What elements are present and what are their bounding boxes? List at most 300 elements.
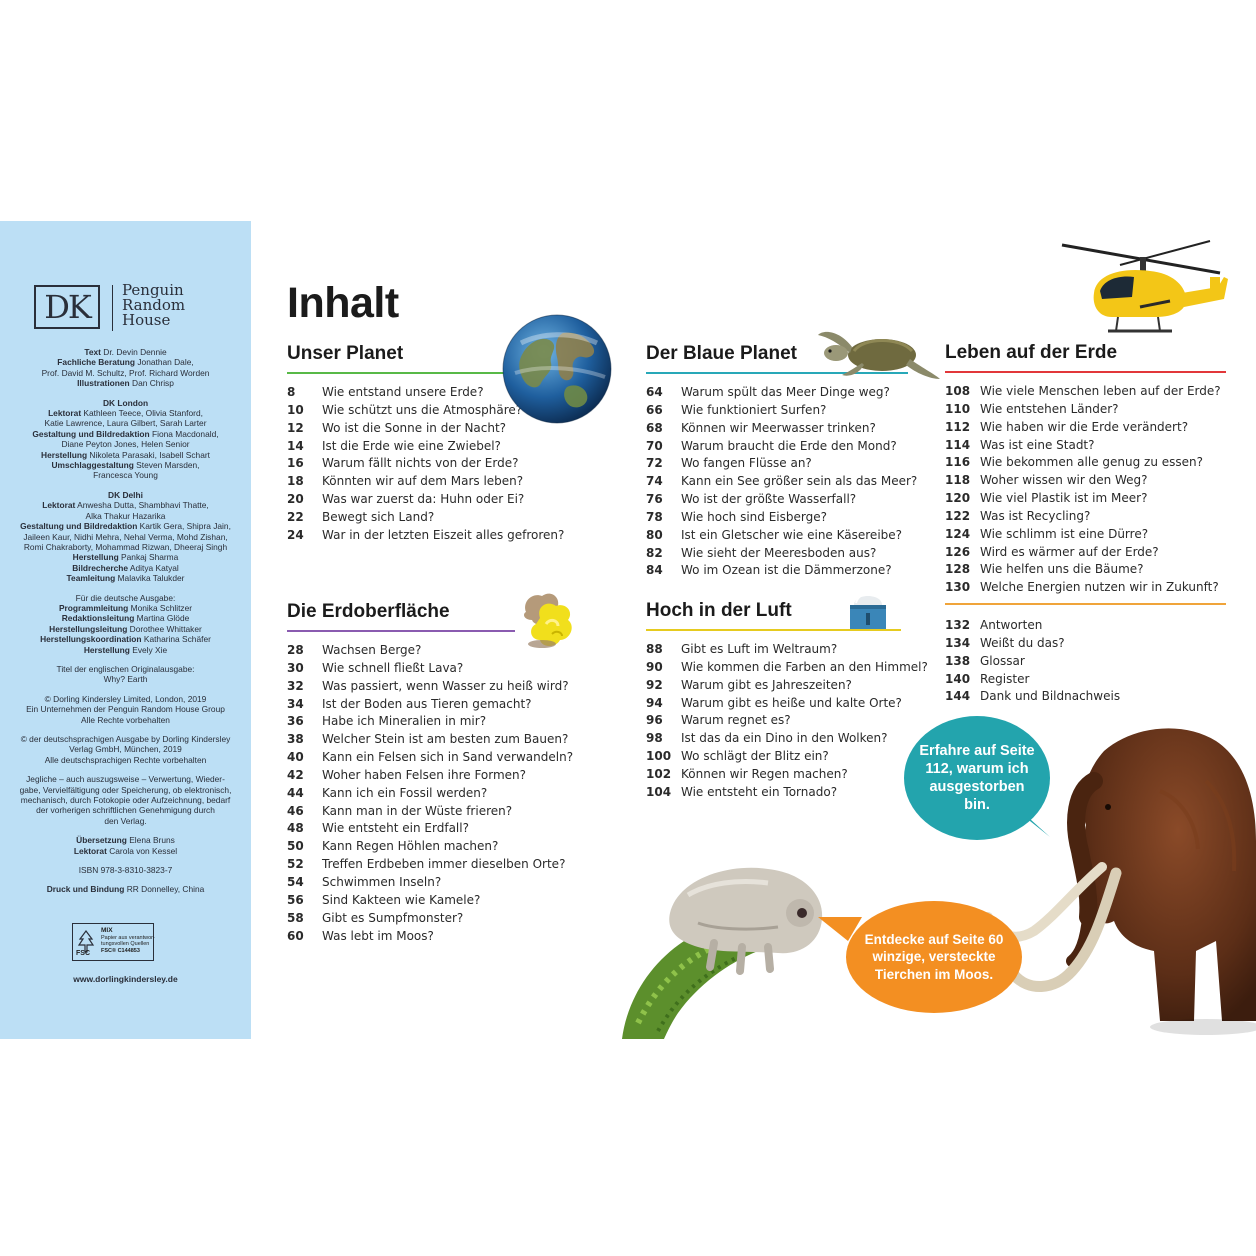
toc-page-number: 18 bbox=[287, 474, 304, 489]
toc-entry[interactable] bbox=[646, 696, 928, 714]
section-title: Hoch in der Luft bbox=[646, 600, 792, 621]
imprint-line bbox=[8, 734, 243, 744]
imprint-names: Why? Earth bbox=[103, 674, 148, 685]
toc-entry[interactable] bbox=[945, 527, 1221, 545]
toc-entry[interactable] bbox=[287, 821, 573, 839]
toc-entry[interactable] bbox=[646, 660, 928, 678]
toc-page-number: 104 bbox=[646, 784, 672, 799]
imprint-names: Pankaj Sharma bbox=[118, 552, 179, 563]
toc-question: Welcher Stein ist am besten zum Bauen? bbox=[322, 732, 569, 747]
toc-question: Ist die Erde wie eine Zwiebel? bbox=[322, 438, 501, 453]
toc-question: Gibt es Sumpfmonster? bbox=[322, 910, 464, 925]
fsc-line: FSC® C144853 bbox=[101, 947, 140, 954]
toc-entry[interactable] bbox=[646, 385, 917, 403]
imprint-line bbox=[8, 634, 243, 644]
imprint-names: Dorothee Whittaker bbox=[127, 623, 202, 634]
toc-list bbox=[646, 385, 917, 581]
imprint-line bbox=[8, 715, 243, 725]
imprint-names: Katharina Schäfer bbox=[141, 634, 211, 645]
imprint-names: den Verlag. bbox=[104, 815, 147, 826]
toc-page-number: 58 bbox=[287, 910, 304, 925]
toc-page-number: 84 bbox=[646, 563, 663, 578]
toc-entry[interactable] bbox=[646, 492, 917, 510]
imprint-line bbox=[8, 418, 243, 428]
imprint-line bbox=[8, 450, 243, 460]
toc-page-number: 112 bbox=[945, 419, 971, 434]
toc-question: Welche Energien nutzen wir in Zukunft? bbox=[980, 580, 1219, 595]
imprint-role: Bildrecherche bbox=[72, 562, 129, 573]
toc-page-number: 56 bbox=[287, 892, 304, 907]
imprint-line bbox=[8, 460, 243, 470]
toc-entry[interactable] bbox=[287, 679, 573, 697]
toc-entry[interactable] bbox=[287, 661, 573, 679]
toc-question: Kann man in der Wüste frieren? bbox=[322, 803, 513, 818]
imprint-line bbox=[8, 613, 243, 623]
section-underline bbox=[945, 371, 1226, 373]
imprint-role: Illustrationen bbox=[77, 378, 130, 389]
imprint-credits bbox=[8, 347, 243, 895]
section-title: Leben auf der Erde bbox=[945, 342, 1118, 363]
fsc-text bbox=[101, 928, 153, 954]
imprint-names: Jegliche – auch auszugsweise – Verwertung, Wieder- bbox=[26, 774, 225, 785]
toc-question: Wie kommen die Farben an den Himmel? bbox=[681, 659, 928, 674]
imprint-names: Nikoleta Parasaki, Isabell Schart bbox=[87, 449, 210, 460]
toc-question: Gibt es Luft im Weltraum? bbox=[681, 642, 838, 656]
toc-entry[interactable] bbox=[287, 786, 573, 804]
imprint-line bbox=[8, 408, 243, 418]
imprint-line bbox=[8, 532, 243, 542]
imprint-names: Ein Unternehmen der Penguin Random House Group bbox=[26, 704, 225, 715]
toc-question: Was ist eine Stadt? bbox=[980, 437, 1095, 452]
imprint-line bbox=[8, 521, 243, 531]
imprint-role: Lektorat bbox=[48, 408, 82, 419]
toc-question: Wie helfen uns die Bäume? bbox=[980, 562, 1144, 577]
imprint-role: Umschlaggestaltung bbox=[51, 460, 134, 471]
toc-question: Ist das da ein Dino in den Wolken? bbox=[681, 731, 888, 746]
toc-question: Was war zuerst da: Huhn oder Ei? bbox=[322, 492, 525, 507]
imprint-role: Lektorat bbox=[42, 500, 76, 511]
imprint-names: Malavika Talukder bbox=[115, 573, 185, 584]
toc-page-number: 108 bbox=[945, 384, 971, 398]
section-underline bbox=[287, 372, 505, 374]
imprint-names: Evely Xie bbox=[129, 644, 168, 655]
toc-page-number: 126 bbox=[945, 544, 971, 559]
toc-question: Antworten bbox=[980, 618, 1043, 632]
toc-page-number: 124 bbox=[945, 526, 971, 541]
toc-entry[interactable] bbox=[945, 509, 1221, 527]
toc-question: Wie funktioniert Surfen? bbox=[681, 402, 827, 417]
toc-question: Wie bekommen alle genug zu essen? bbox=[980, 455, 1204, 470]
toc-page-number: 128 bbox=[945, 562, 971, 577]
imprint-names: © der deutschsprachigen Ausgabe by Dorling Kindersley bbox=[20, 734, 231, 744]
imprint-gap bbox=[8, 875, 243, 884]
toc-question: Was ist Recycling? bbox=[980, 508, 1091, 523]
imprint-names: Katie Lawrence, Laura Gilbert, Sarah Larter bbox=[44, 418, 207, 429]
toc-entry[interactable] bbox=[287, 750, 573, 768]
toc-page-number: 14 bbox=[287, 438, 304, 453]
toc-entry[interactable] bbox=[646, 785, 928, 803]
toc-question: Ist der Boden aus Tieren gemacht? bbox=[322, 696, 532, 711]
toc-entry[interactable] bbox=[945, 654, 1120, 672]
imprint-line bbox=[8, 490, 243, 500]
toc-page-number: 94 bbox=[646, 695, 663, 710]
tardigrade-speech-bubble bbox=[846, 901, 1022, 1013]
toc-page-number: 66 bbox=[646, 402, 663, 417]
imprint-line bbox=[8, 378, 243, 388]
publisher-line: Random bbox=[122, 296, 186, 314]
imprint-line bbox=[8, 785, 243, 795]
toc-page-number: 48 bbox=[287, 821, 304, 836]
imprint-line bbox=[8, 694, 243, 704]
toc-question: Wie hoch sind Eisberge? bbox=[681, 509, 827, 524]
toc-entry[interactable] bbox=[646, 546, 917, 564]
toc-entry[interactable] bbox=[945, 473, 1221, 491]
toc-entry[interactable] bbox=[945, 384, 1221, 402]
imprint-names: Carola von Kessel bbox=[106, 845, 178, 856]
imprint-line bbox=[8, 645, 243, 655]
toc-question: Warum gibt es heiße und kalte Orte? bbox=[681, 695, 902, 710]
toc-question: Habe ich Mineralien in mir? bbox=[322, 714, 487, 729]
website-link[interactable]: www.dorlingkindersley.de bbox=[73, 974, 178, 984]
helicopter-icon bbox=[1060, 237, 1230, 343]
toc-question: Wie entsteht ein Tornado? bbox=[681, 784, 838, 799]
imprint-role: DK London bbox=[102, 397, 149, 408]
imprint-gap bbox=[8, 655, 243, 664]
toc-entry[interactable] bbox=[945, 672, 1120, 690]
toc-page-number: 144 bbox=[945, 689, 971, 704]
imprint-gap bbox=[8, 856, 243, 865]
section-title: Unser Planet bbox=[287, 343, 404, 364]
toc-question: Kann ich ein Fossil werden? bbox=[322, 785, 488, 800]
toc-question: Wie schnell fließt Lava? bbox=[322, 660, 464, 675]
section-underline bbox=[945, 603, 1226, 605]
toc-entry[interactable] bbox=[646, 678, 928, 696]
toc-entry[interactable] bbox=[646, 528, 917, 546]
imprint-names: Kartik Gera, Shipra Jain, bbox=[137, 521, 231, 532]
toc-entry[interactable] bbox=[646, 731, 928, 749]
toc-entry[interactable] bbox=[287, 929, 573, 947]
publisher-logo bbox=[34, 283, 224, 333]
toc-page-number: 114 bbox=[945, 437, 971, 452]
toc-page-number: 130 bbox=[945, 580, 971, 595]
toc-page-number: 36 bbox=[287, 714, 304, 729]
toc-entry[interactable] bbox=[646, 403, 917, 421]
toc-entry[interactable] bbox=[945, 580, 1221, 598]
weather-station-icon bbox=[846, 587, 890, 631]
imprint-gap bbox=[8, 765, 243, 774]
imprint-role: Redaktionsleitung bbox=[61, 613, 135, 624]
imprint-line bbox=[8, 368, 243, 378]
toc-entry[interactable] bbox=[646, 563, 917, 581]
imprint-gap bbox=[8, 584, 243, 593]
toc-page-number: 50 bbox=[287, 839, 304, 854]
imprint-names: Anwesha Dutta, Shambhavi Thatte, bbox=[75, 500, 209, 511]
imprint-names: RR Donnelley, China bbox=[124, 884, 205, 895]
toc-page-number: 16 bbox=[287, 456, 304, 471]
toc-entry[interactable] bbox=[646, 474, 917, 492]
toc-question: Sind Kakteen wie Kamele? bbox=[322, 892, 481, 907]
toc-entry[interactable] bbox=[945, 455, 1221, 473]
toc-question: Was passiert, wenn Wasser zu heiß wird? bbox=[322, 678, 569, 693]
toc-question: Warum regnet es? bbox=[681, 713, 791, 728]
toc-entry[interactable] bbox=[287, 714, 573, 732]
imprint-names: Dan Chrisp bbox=[129, 378, 174, 389]
toc-entry[interactable] bbox=[287, 456, 564, 474]
toc-question: Wie schlimm ist eine Dürre? bbox=[980, 526, 1149, 541]
toc-entry[interactable] bbox=[945, 438, 1221, 456]
toc-page-number: 122 bbox=[945, 508, 971, 523]
fsc-line: MIX bbox=[101, 927, 113, 934]
toc-entry[interactable] bbox=[646, 421, 917, 439]
toc-page-number: 64 bbox=[646, 385, 663, 399]
imprint-names: Alka Thakur Hazarika bbox=[85, 510, 166, 521]
toc-page-number: 22 bbox=[287, 509, 304, 524]
toc-entry[interactable] bbox=[945, 562, 1221, 580]
imprint-line bbox=[8, 884, 243, 894]
imprint-names: Dr. Devin Dennie bbox=[100, 347, 167, 357]
imprint-line bbox=[8, 398, 243, 408]
toc-question: Wie entstand unsere Erde? bbox=[322, 385, 484, 399]
toc-question: Wie entsteht ein Erdfall? bbox=[322, 821, 469, 836]
imprint-line bbox=[8, 357, 243, 367]
toc-page-number: 118 bbox=[945, 473, 971, 488]
toc-question: Kann Regen Höhlen machen? bbox=[322, 839, 499, 854]
toc-entry[interactable] bbox=[646, 713, 928, 731]
imprint-names: Verlag GmbH, München, 2019 bbox=[69, 744, 182, 755]
toc-question: Treffen Erdbeben immer dieselben Orte? bbox=[322, 857, 566, 872]
toc-question: Wo im Ozean ist die Dämmerzone? bbox=[681, 563, 892, 578]
toc-entry[interactable] bbox=[945, 618, 1120, 636]
imprint-names: ISBN 978-3-8310-3823-7 bbox=[78, 865, 173, 876]
toc-page-number: 96 bbox=[646, 713, 663, 728]
imprint-names: mechanisch, durch Fotokopie oder Aufzeichnung, bedarf bbox=[20, 795, 231, 806]
imprint-names: Für die deutsche Ausgabe: bbox=[75, 592, 176, 603]
toc-question: Können wir Meerwasser trinken? bbox=[681, 420, 876, 435]
toc-entry[interactable] bbox=[287, 439, 564, 457]
imprint-line bbox=[8, 704, 243, 714]
toc-question: Wie viel Plastik ist im Meer? bbox=[980, 491, 1148, 506]
toc-page-number: 100 bbox=[646, 749, 672, 764]
imprint-names: Elena Bruns bbox=[126, 835, 175, 846]
imprint-line bbox=[8, 846, 243, 856]
imprint-names: Prof. David M. Schultz, Prof. Richard Worden bbox=[41, 367, 210, 378]
imprint-gap bbox=[8, 826, 243, 835]
imprint-role: Herstellung bbox=[41, 449, 88, 460]
toc-question: Wie viele Menschen leben auf der Erde? bbox=[980, 384, 1221, 398]
toc-question: Schwimmen Inseln? bbox=[322, 874, 442, 889]
toc-entry[interactable] bbox=[945, 636, 1120, 654]
toc-entry[interactable] bbox=[287, 911, 573, 929]
toc-page-number: 72 bbox=[646, 456, 663, 471]
bubble-text: Erfahre auf Seite 112, warum ich ausgestorben bin. bbox=[919, 743, 1035, 813]
toc-page-number: 78 bbox=[646, 509, 663, 524]
imprint-gap bbox=[8, 481, 243, 490]
toc-entry[interactable] bbox=[646, 456, 917, 474]
toc-page-number: 28 bbox=[287, 643, 304, 657]
toc-page-number: 88 bbox=[646, 642, 663, 656]
toc-page-number: 12 bbox=[287, 420, 304, 435]
toc-question: Wo schlägt der Blitz ein? bbox=[681, 749, 829, 764]
toc-entry[interactable] bbox=[646, 642, 928, 660]
imprint-names: Monika Schlitzer bbox=[128, 602, 193, 613]
imprint-line bbox=[8, 542, 243, 552]
imprint-role: Text bbox=[84, 347, 101, 357]
publisher-line: Penguin bbox=[122, 281, 184, 299]
imprint-names: Jonathan Dale, bbox=[135, 357, 194, 368]
toc-page-number: 54 bbox=[287, 874, 304, 889]
toc-entry[interactable] bbox=[646, 749, 928, 767]
imprint-names: Kathleen Teece, Olivia Stanford, bbox=[81, 408, 203, 419]
imprint-names: Steven Marsden, bbox=[133, 460, 200, 471]
imprint-names: Titel der englischen Originalausgabe: bbox=[56, 663, 195, 674]
imprint-names: Jaileen Kaur, Nidhi Mehra, Nehal Verma, Mohd Zishan, bbox=[23, 531, 228, 542]
toc-entry[interactable] bbox=[287, 875, 573, 893]
toc-entry[interactable] bbox=[646, 767, 928, 785]
toc-entry[interactable] bbox=[287, 528, 564, 546]
imprint-names: © Dorling Kindersley Limited, London, 2019 bbox=[44, 693, 207, 704]
toc-question: Register bbox=[980, 671, 1030, 686]
dk-logo-icon: DK bbox=[34, 285, 100, 329]
imprint-role: Herstellung bbox=[83, 644, 130, 655]
imprint-line bbox=[8, 563, 243, 573]
imprint-line bbox=[8, 511, 243, 521]
toc-page-number: 138 bbox=[945, 653, 971, 668]
toc-question: Warum fällt nichts von der Erde? bbox=[322, 456, 519, 471]
toc-entry[interactable] bbox=[287, 893, 573, 911]
toc-question: Woher haben Felsen ihre Formen? bbox=[322, 767, 527, 782]
toc-entry[interactable] bbox=[287, 492, 564, 510]
imprint-names: Fiona Macdonald, bbox=[149, 428, 219, 439]
toc-entry[interactable] bbox=[287, 732, 573, 750]
imprint-names: Alle Rechte vorbehalten bbox=[81, 714, 170, 725]
fsc-line: tungsvollen Quellen bbox=[101, 941, 150, 947]
imprint-line bbox=[8, 674, 243, 684]
toc-question: Bewegt sich Land? bbox=[322, 509, 435, 524]
imprint-line bbox=[8, 500, 243, 510]
toc-entry[interactable] bbox=[646, 510, 917, 528]
logo-divider bbox=[112, 285, 113, 331]
imprint-panel bbox=[0, 221, 251, 1039]
toc-entry[interactable] bbox=[287, 804, 573, 822]
toc-question: Wie entstehen Länder? bbox=[980, 401, 1119, 416]
imprint-line bbox=[8, 805, 243, 815]
imprint-line bbox=[8, 429, 243, 439]
toc-page-number: 44 bbox=[287, 785, 304, 800]
imprint-line bbox=[8, 624, 243, 634]
toc-page-number: 80 bbox=[646, 527, 663, 542]
earth-globe-icon bbox=[501, 313, 613, 425]
toc-page-number: 20 bbox=[287, 492, 304, 507]
toc-entry[interactable] bbox=[287, 697, 573, 715]
imprint-line bbox=[8, 816, 243, 826]
fsc-label bbox=[72, 923, 154, 961]
toc-page-number: 10 bbox=[287, 402, 304, 417]
toc-page-number: 68 bbox=[646, 420, 663, 435]
imprint-role: Herstellung bbox=[72, 552, 119, 563]
imprint-line bbox=[8, 552, 243, 562]
publisher-line: House bbox=[122, 311, 171, 329]
toc-question: Wo ist der größte Wasserfall? bbox=[681, 492, 857, 507]
toc-question: Warum braucht die Erde den Mond? bbox=[681, 438, 897, 453]
toc-question: Wo ist die Sonne in der Nacht? bbox=[322, 420, 507, 435]
toc-entry[interactable] bbox=[945, 402, 1221, 420]
toc-page-number: 74 bbox=[646, 474, 663, 489]
toc-question: Kann ein See größer sein als das Meer? bbox=[681, 474, 918, 489]
bubble-text: Entdecke auf Seite 60 winzige, versteckte Tierchen im Moos. bbox=[864, 931, 1004, 982]
toc-entry[interactable] bbox=[945, 545, 1221, 563]
toc-page-number: 60 bbox=[287, 928, 304, 943]
toc-question: Kann ein Felsen sich in Sand verwandeln? bbox=[322, 750, 574, 765]
toc-question: Wie schützt uns die Atmosphäre? bbox=[322, 402, 523, 417]
imprint-role: Fachliche Beratung bbox=[57, 357, 136, 368]
toc-page-number: 34 bbox=[287, 696, 304, 711]
toc-question: Wie haben wir die Erde verändert? bbox=[980, 419, 1189, 434]
toc-entry[interactable] bbox=[287, 768, 573, 786]
imprint-role: Lektorat bbox=[73, 845, 107, 856]
mineral-crystal-icon bbox=[512, 584, 582, 654]
imprint-role: Gestaltung und Bildredaktion bbox=[20, 521, 138, 532]
toc-page-number: 134 bbox=[945, 635, 971, 650]
toc-page-number: 110 bbox=[945, 401, 971, 416]
imprint-gap bbox=[8, 725, 243, 734]
book-spread bbox=[0, 221, 1256, 1039]
toc-page-number: 92 bbox=[646, 677, 663, 692]
imprint-line bbox=[8, 593, 243, 603]
toc-question: Warum gibt es Jahreszeiten? bbox=[681, 677, 852, 692]
toc-page-number: 70 bbox=[646, 438, 663, 453]
toc-list bbox=[945, 618, 1120, 707]
imprint-names: Alle deutschsprachigen Rechte vorbehalten bbox=[44, 754, 207, 765]
toc-question: Könnten wir auf dem Mars leben? bbox=[322, 474, 524, 489]
imprint-line bbox=[8, 573, 243, 583]
toc-page-number: 116 bbox=[945, 455, 971, 470]
toc-page-number: 90 bbox=[646, 659, 663, 674]
toc-question: Wird es wärmer auf der Erde? bbox=[980, 544, 1159, 559]
toc-question: Wie sieht der Meeresboden aus? bbox=[681, 545, 877, 560]
imprint-role: Übersetzung bbox=[76, 835, 127, 846]
toc-entry[interactable] bbox=[287, 839, 573, 857]
toc-entry[interactable] bbox=[945, 689, 1120, 707]
toc-question: Wo fangen Flüsse an? bbox=[681, 456, 812, 471]
toc-entry[interactable] bbox=[945, 491, 1221, 509]
toc-list bbox=[646, 642, 928, 803]
imprint-role: Herstellungsleitung bbox=[49, 623, 128, 634]
toc-entry[interactable] bbox=[646, 439, 917, 457]
imprint-names: der vorherigen schriftlichen Genehmigung durch bbox=[36, 805, 215, 816]
toc-page-number: 120 bbox=[945, 491, 971, 506]
toc-page-number: 40 bbox=[287, 750, 304, 765]
toc-entry[interactable] bbox=[945, 420, 1221, 438]
toc-entry[interactable] bbox=[287, 857, 573, 875]
toc-page-number: 76 bbox=[646, 492, 663, 507]
toc-page-number: 24 bbox=[287, 527, 304, 542]
toc-page-number: 132 bbox=[945, 618, 971, 632]
imprint-names: Martina Glöde bbox=[134, 613, 190, 624]
toc-page-number: 52 bbox=[287, 857, 304, 872]
toc-question: Glossar bbox=[980, 653, 1025, 668]
section-underline bbox=[287, 630, 515, 632]
imprint-names: Aditya Katyal bbox=[128, 562, 179, 573]
toc-question: Warum spült das Meer Dinge weg? bbox=[681, 385, 890, 399]
imprint-role: Programmleitung bbox=[58, 602, 129, 613]
toc-entry[interactable] bbox=[287, 474, 564, 492]
fsc-mark: FSC bbox=[76, 950, 90, 957]
toc-question: Ist ein Gletscher wie eine Käsereibe? bbox=[681, 527, 903, 542]
toc-page-number: 30 bbox=[287, 660, 304, 675]
toc-list bbox=[287, 643, 573, 946]
imprint-names: gabe, Vervielfältigung oder Speicherung, ob elektronisch, bbox=[19, 784, 232, 795]
toc-entry[interactable] bbox=[287, 510, 564, 528]
